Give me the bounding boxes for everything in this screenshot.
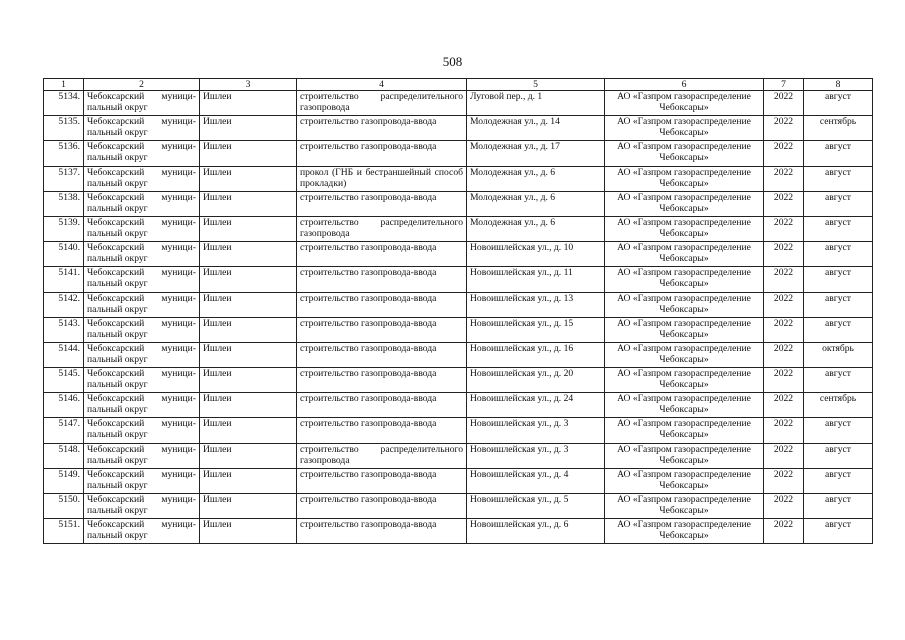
table-row: [44, 393, 873, 418]
district-cell: Чебоксарский муници-пальный округ: [84, 368, 200, 393]
month-cell: август: [804, 216, 873, 241]
year-cell: 2022: [764, 468, 804, 493]
row-number-cell: 5134.: [44, 91, 84, 116]
organization-cell: АО «Газпром газораспределение Чебоксары»: [605, 141, 764, 166]
organization-cell: АО «Газпром газораспределение Чебоксары»: [605, 267, 764, 292]
address-cell: Новоишлейская ул., д. 3: [467, 418, 605, 443]
district-cell: Чебоксарский муници-пальный округ: [84, 468, 200, 493]
settlement-cell: Ишлеи: [200, 91, 297, 116]
address-cell: Новоишлейская ул., д. 6: [467, 519, 605, 544]
work-type-cell: прокол (ГНБ и бестраншейный способ прокладки): [297, 166, 467, 191]
table-row: [44, 216, 873, 241]
table-row: [44, 191, 873, 216]
row-number-cell: 5150.: [44, 494, 84, 519]
table-row: [44, 242, 873, 267]
row-number-cell: 5147.: [44, 418, 84, 443]
district-cell: Чебоксарский муници-пальный округ: [84, 116, 200, 141]
address-cell: Новоишлейская ул., д. 11: [467, 267, 605, 292]
year-cell: 2022: [764, 368, 804, 393]
month-cell: август: [804, 494, 873, 519]
district-cell: Чебоксарский муници-пальный округ: [84, 494, 200, 519]
settlement-cell: Ишлеи: [200, 292, 297, 317]
address-cell: Новоишлейская ул., д. 24: [467, 393, 605, 418]
table-row: [44, 443, 873, 468]
month-cell: август: [804, 91, 873, 116]
column-header: 4: [297, 79, 467, 91]
work-type-cell: строительство газопровода-ввода: [297, 116, 467, 141]
row-number-cell: 5140.: [44, 242, 84, 267]
table-body: [44, 91, 873, 544]
row-number-cell: 5145.: [44, 368, 84, 393]
year-cell: 2022: [764, 292, 804, 317]
table-row: [44, 342, 873, 367]
table-row: [44, 91, 873, 116]
month-cell: сентябрь: [804, 393, 873, 418]
settlement-cell: Ишлеи: [200, 216, 297, 241]
settlement-cell: Ишлеи: [200, 116, 297, 141]
organization-cell: АО «Газпром газораспределение Чебоксары»: [605, 91, 764, 116]
year-cell: 2022: [764, 191, 804, 216]
address-cell: Новоишлейская ул., д. 10: [467, 242, 605, 267]
settlement-cell: Ишлеи: [200, 468, 297, 493]
address-cell: Новоишлейская ул., д. 4: [467, 468, 605, 493]
address-cell: Новоишлейская ул., д. 20: [467, 368, 605, 393]
district-cell: Чебоксарский муници-пальный округ: [84, 519, 200, 544]
settlement-cell: Ишлеи: [200, 393, 297, 418]
work-type-cell: строительство газопровода-ввода: [297, 191, 467, 216]
table-row: [44, 317, 873, 342]
district-cell: Чебоксарский муници-пальный округ: [84, 242, 200, 267]
settlement-cell: Ишлеи: [200, 141, 297, 166]
work-type-cell: строительство газопровода-ввода: [297, 368, 467, 393]
month-cell: октябрь: [804, 342, 873, 367]
address-cell: Луговой пер., д. 1: [467, 91, 605, 116]
organization-cell: АО «Газпром газораспределение Чебоксары»: [605, 116, 764, 141]
column-header: 2: [84, 79, 200, 91]
address-cell: Новоишлейская ул., д. 13: [467, 292, 605, 317]
table-row: [44, 166, 873, 191]
row-number-cell: 5136.: [44, 141, 84, 166]
page-number: 508: [442, 54, 463, 69]
organization-cell: АО «Газпром газораспределение Чебоксары»: [605, 393, 764, 418]
year-cell: 2022: [764, 418, 804, 443]
table-row: [44, 141, 873, 166]
settlement-cell: Ишлеи: [200, 519, 297, 544]
district-cell: Чебоксарский муници-пальный округ: [84, 91, 200, 116]
table-row: [44, 468, 873, 493]
month-cell: август: [804, 317, 873, 342]
district-cell: Чебоксарский муници-пальный округ: [84, 317, 200, 342]
column-header: 5: [467, 79, 605, 91]
year-cell: 2022: [764, 317, 804, 342]
table-row: [44, 519, 873, 544]
row-number-cell: 5142.: [44, 292, 84, 317]
district-cell: Чебоксарский муници-пальный округ: [84, 267, 200, 292]
settlement-cell: Ишлеи: [200, 443, 297, 468]
organization-cell: АО «Газпром газораспределение Чебоксары»: [605, 443, 764, 468]
district-cell: Чебоксарский муници-пальный округ: [84, 141, 200, 166]
address-cell: Новоишлейская ул., д. 15: [467, 317, 605, 342]
row-number-cell: 5135.: [44, 116, 84, 141]
organization-cell: АО «Газпром газораспределение Чебоксары»: [605, 292, 764, 317]
district-cell: Чебоксарский муници-пальный округ: [84, 166, 200, 191]
work-type-cell: строительство газопровода-ввода: [297, 519, 467, 544]
row-number-cell: 5148.: [44, 443, 84, 468]
work-type-cell: строительство газопровода-ввода: [297, 342, 467, 367]
month-cell: август: [804, 519, 873, 544]
row-number-cell: 5144.: [44, 342, 84, 367]
row-number-cell: 5143.: [44, 317, 84, 342]
year-cell: 2022: [764, 91, 804, 116]
district-cell: Чебоксарский муници-пальный округ: [84, 216, 200, 241]
organization-cell: АО «Газпром газораспределение Чебоксары»: [605, 468, 764, 493]
organization-cell: АО «Газпром газораспределение Чебоксары»: [605, 368, 764, 393]
organization-cell: АО «Газпром газораспределение Чебоксары»: [605, 317, 764, 342]
organization-cell: АО «Газпром газораспределение Чебоксары»: [605, 191, 764, 216]
year-cell: 2022: [764, 393, 804, 418]
row-number-cell: 5137.: [44, 166, 84, 191]
organization-cell: АО «Газпром газораспределение Чебоксары»: [605, 166, 764, 191]
district-cell: Чебоксарский муници-пальный округ: [84, 191, 200, 216]
work-type-cell: строительство газопровода-ввода: [297, 393, 467, 418]
row-number-cell: 5149.: [44, 468, 84, 493]
work-type-cell: строительство газопровода-ввода: [297, 292, 467, 317]
month-cell: сентябрь: [804, 116, 873, 141]
organization-cell: АО «Газпром газораспределение Чебоксары»: [605, 216, 764, 241]
header-row: [44, 79, 873, 91]
year-cell: 2022: [764, 116, 804, 141]
settlement-cell: Ишлеи: [200, 191, 297, 216]
address-cell: Молодежная ул., д. 6: [467, 191, 605, 216]
work-type-cell: строительство газопровода-ввода: [297, 267, 467, 292]
table-row: [44, 116, 873, 141]
district-cell: Чебоксарский муници-пальный округ: [84, 418, 200, 443]
row-number-cell: 5151.: [44, 519, 84, 544]
organization-cell: АО «Газпром газораспределение Чебоксары»: [605, 242, 764, 267]
work-type-cell: строительство газопровода-ввода: [297, 141, 467, 166]
district-cell: Чебоксарский муници-пальный округ: [84, 443, 200, 468]
address-cell: Новоишлейская ул., д. 3: [467, 443, 605, 468]
month-cell: август: [804, 418, 873, 443]
month-cell: август: [804, 267, 873, 292]
row-number-cell: 5141.: [44, 267, 84, 292]
month-cell: август: [804, 292, 873, 317]
table-row: [44, 368, 873, 393]
row-number-cell: 5139.: [44, 216, 84, 241]
work-type-cell: строительство распределительного газопровода: [297, 216, 467, 241]
month-cell: август: [804, 191, 873, 216]
table-header: [44, 79, 873, 91]
column-header: 8: [804, 79, 873, 91]
settlement-cell: Ишлеи: [200, 418, 297, 443]
work-type-cell: строительство газопровода-ввода: [297, 317, 467, 342]
settlement-cell: Ишлеи: [200, 342, 297, 367]
work-type-cell: строительство газопровода-ввода: [297, 468, 467, 493]
column-header: 7: [764, 79, 804, 91]
month-cell: август: [804, 368, 873, 393]
column-header: 1: [44, 79, 84, 91]
district-cell: Чебоксарский муници-пальный округ: [84, 393, 200, 418]
organization-cell: АО «Газпром газораспределение Чебоксары»: [605, 342, 764, 367]
work-type-cell: строительство газопровода-ввода: [297, 494, 467, 519]
organization-cell: АО «Газпром газораспределение Чебоксары»: [605, 418, 764, 443]
work-type-cell: строительство распределительного газопровода: [297, 443, 467, 468]
row-number-cell: 5146.: [44, 393, 84, 418]
address-cell: Новоишлейская ул., д. 5: [467, 494, 605, 519]
address-cell: Новоишлейская ул., д. 16: [467, 342, 605, 367]
work-type-cell: строительство распределительного газопровода: [297, 91, 467, 116]
settlement-cell: Ишлеи: [200, 368, 297, 393]
district-cell: Чебоксарский муници-пальный округ: [84, 342, 200, 367]
address-cell: Молодежная ул., д. 14: [467, 116, 605, 141]
month-cell: август: [804, 242, 873, 267]
organization-cell: АО «Газпром газораспределение Чебоксары»: [605, 519, 764, 544]
district-cell: Чебоксарский муници-пальный округ: [84, 292, 200, 317]
table-row: [44, 267, 873, 292]
year-cell: 2022: [764, 242, 804, 267]
year-cell: 2022: [764, 443, 804, 468]
table-row: [44, 418, 873, 443]
settlement-cell: Ишлеи: [200, 166, 297, 191]
gas-works-table: [43, 78, 873, 544]
month-cell: август: [804, 443, 873, 468]
address-cell: Молодежная ул., д. 6: [467, 216, 605, 241]
year-cell: 2022: [764, 141, 804, 166]
year-cell: 2022: [764, 216, 804, 241]
settlement-cell: Ишлеи: [200, 317, 297, 342]
year-cell: 2022: [764, 267, 804, 292]
table-row: [44, 494, 873, 519]
work-type-cell: строительство газопровода-ввода: [297, 242, 467, 267]
column-header: 6: [605, 79, 764, 91]
year-cell: 2022: [764, 519, 804, 544]
organization-cell: АО «Газпром газораспределение Чебоксары»: [605, 494, 764, 519]
year-cell: 2022: [764, 166, 804, 191]
column-header: 3: [200, 79, 297, 91]
address-cell: Молодежная ул., д. 6: [467, 166, 605, 191]
year-cell: 2022: [764, 342, 804, 367]
settlement-cell: Ишлеи: [200, 242, 297, 267]
month-cell: август: [804, 166, 873, 191]
month-cell: август: [804, 468, 873, 493]
address-cell: Молодежная ул., д. 17: [467, 141, 605, 166]
row-number-cell: 5138.: [44, 191, 84, 216]
month-cell: август: [804, 141, 873, 166]
year-cell: 2022: [764, 494, 804, 519]
settlement-cell: Ишлеи: [200, 494, 297, 519]
settlement-cell: Ишлеи: [200, 267, 297, 292]
table-row: [44, 292, 873, 317]
work-type-cell: строительство газопровода-ввода: [297, 418, 467, 443]
